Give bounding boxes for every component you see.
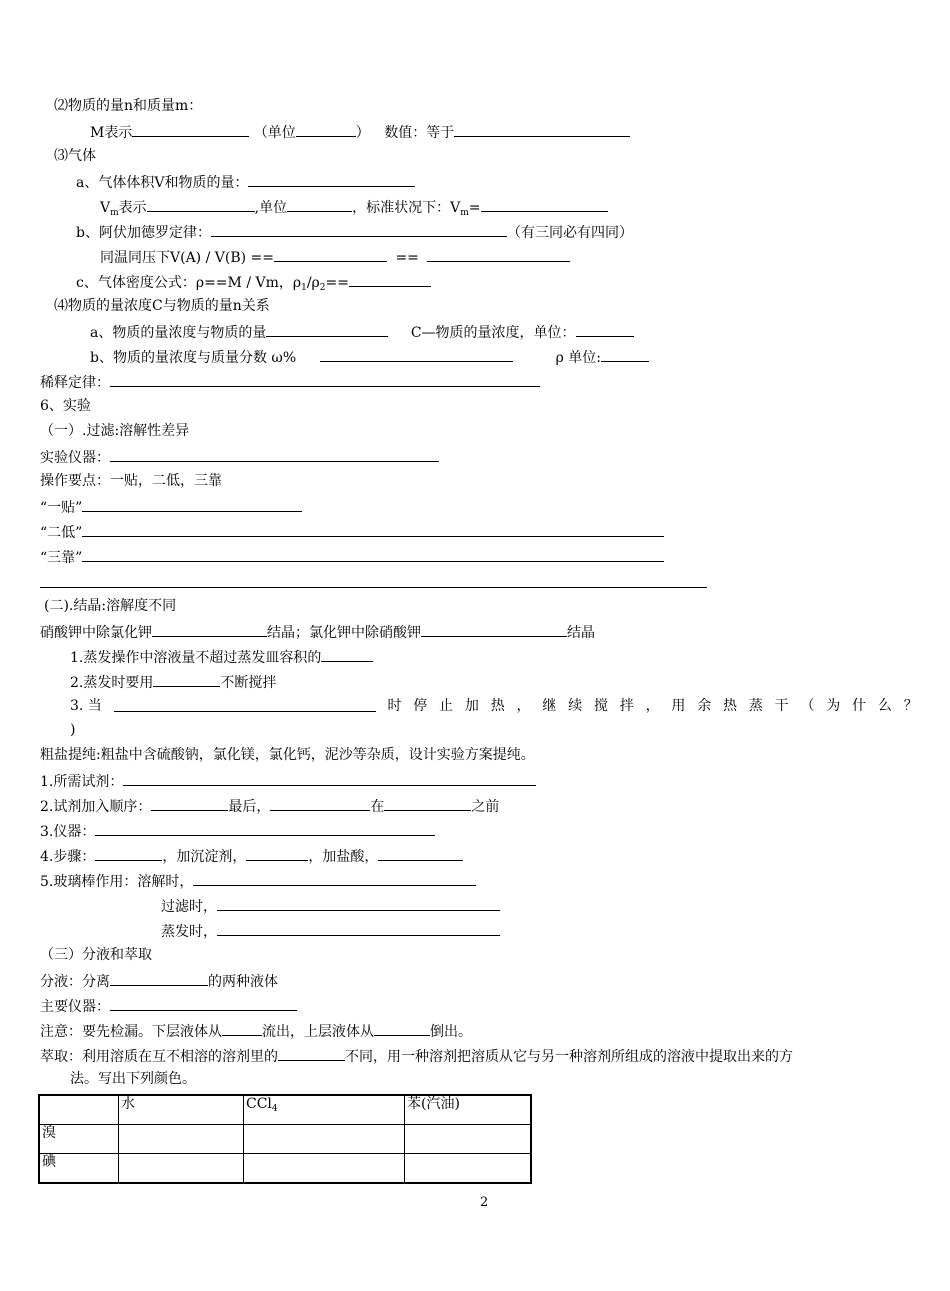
- evaporation-point-3-close: ): [70, 722, 76, 738]
- experiment-heading: 6、实验: [40, 398, 91, 414]
- blank[interactable]: [132, 121, 249, 137]
- blank[interactable]: [287, 196, 352, 212]
- table-row: [39, 1154, 531, 1184]
- separation-note: 注意：要先检漏。下层液体从 流出，上层液体从 倒出。: [40, 1020, 472, 1040]
- table-row: [39, 1125, 531, 1154]
- blank[interactable]: [147, 196, 255, 212]
- section-3-heading: ⑶气体: [54, 148, 96, 164]
- salt-q1: 1.所需试剂：: [40, 770, 536, 790]
- salt-q2: 2.试剂加入顺序： 最后， 在 之前: [40, 795, 499, 815]
- filtration-heading: （一）.过滤:溶解性差异: [40, 423, 190, 439]
- page-number: 2: [480, 1195, 489, 1210]
- blank[interactable]: [82, 496, 302, 512]
- evaporation-point-2: 2.蒸发时要用 不断搅拌: [70, 671, 276, 691]
- blank[interactable]: [110, 446, 439, 462]
- blank[interactable]: [248, 171, 415, 187]
- table-cell[interactable]: [405, 1154, 532, 1184]
- section-2-heading: ⑵物质的量n和质量m：: [54, 98, 203, 114]
- evaporation-point-1: 1.蒸发操作中溶液量不超过蒸发皿容积的: [70, 646, 373, 666]
- table-header-cell: 苯(汽油): [405, 1095, 532, 1125]
- fenye-line: 分液：分离 的两种液体: [40, 970, 278, 990]
- molar-volume-line: $V_m$表示 ,单位 ，标准状况下：$V_m=$: [100, 196, 608, 216]
- table-cell: [39, 1095, 119, 1125]
- blank[interactable]: [321, 646, 373, 662]
- points-line: 操作要点：一贴，二低，三靠: [40, 473, 222, 489]
- blank[interactable]: [427, 246, 570, 262]
- table-cell[interactable]: [119, 1125, 244, 1154]
- extraction-line-2: 法。写出下列颜色。: [70, 1071, 196, 1087]
- blank[interactable]: [349, 271, 431, 287]
- table-row-label: 碘: [39, 1154, 119, 1184]
- blank[interactable]: [374, 1020, 430, 1036]
- blank[interactable]: [151, 795, 228, 811]
- blank[interactable]: [274, 246, 387, 262]
- section-4-heading: ⑷物质的量浓度C与物质的量n关系: [54, 298, 270, 314]
- salt-q5: 5.玻璃棒作用：溶解时，: [40, 870, 476, 890]
- blank[interactable]: [193, 870, 476, 886]
- erdi-line: “二低”: [40, 521, 664, 541]
- yitie-line: “一贴”: [40, 496, 302, 516]
- blank-full-line[interactable]: [40, 587, 707, 588]
- blank[interactable]: [378, 845, 463, 861]
- dilution-line: 稀释定律：: [40, 371, 540, 391]
- blank[interactable]: [320, 346, 513, 362]
- table-row-label: 溴: [39, 1125, 119, 1154]
- color-table: [38, 1094, 532, 1184]
- avogadro-line: b、阿伏加德罗定律： （有三同必有四同）: [76, 221, 633, 241]
- blank[interactable]: [217, 895, 500, 911]
- blank[interactable]: [266, 321, 388, 337]
- salt-q4: 4.步骤： ，加沉淀剂， ，加盐酸，: [40, 845, 463, 865]
- gas-density-line: c、气体密度公式：ρ==M / Vm，$\rho_1/\rho_2==$: [76, 271, 431, 291]
- blank[interactable]: [110, 995, 297, 1011]
- concentration-line-b: b、物质的量浓度与质量分数 ω% ρ 单位:: [90, 346, 649, 366]
- sankao-line: “三靠”: [40, 546, 664, 566]
- table-cell[interactable]: [119, 1154, 244, 1184]
- table-header-row: [39, 1095, 531, 1125]
- blank[interactable]: [123, 770, 536, 786]
- salt-q3: 3.仪器：: [40, 820, 435, 840]
- separation-instrument-line: 主要仪器：: [40, 995, 297, 1015]
- gas-volume-line: a、气体体积V和物质的量：: [76, 171, 415, 191]
- table-cell[interactable]: [244, 1154, 405, 1184]
- blank[interactable]: [153, 671, 220, 687]
- blank[interactable]: [296, 121, 356, 137]
- blank[interactable]: [110, 371, 540, 387]
- blank[interactable]: [211, 221, 507, 237]
- blank[interactable]: [576, 321, 634, 337]
- table-cell[interactable]: [244, 1125, 405, 1154]
- table-cell[interactable]: [405, 1125, 532, 1154]
- blank[interactable]: [110, 970, 208, 986]
- molar-mass-line: M表示 （单位 ） 数值：等于: [90, 121, 630, 141]
- blank[interactable]: [246, 845, 308, 861]
- blank[interactable]: [481, 196, 608, 212]
- crystallization-line: 硝酸钾中除氯化钾 结晶；氯化钾中除硝酸钾 结晶: [40, 621, 595, 641]
- table-header-cell: 水: [119, 1095, 244, 1125]
- blank[interactable]: [82, 521, 664, 537]
- blank[interactable]: [454, 121, 630, 137]
- avogadro-ratio-line: 同温同压下V(A) / V(B) == ==: [100, 246, 570, 266]
- instruments-line: 实验仪器：: [40, 446, 439, 466]
- extraction-line: 萃取：利用溶质在互不相溶的溶剂里的 不同，用一种溶剂把溶质从它与另一种溶剂所组成的溶液中提取出来的方: [40, 1045, 793, 1065]
- blank[interactable]: [95, 820, 435, 836]
- blank[interactable]: [222, 1020, 262, 1036]
- blank[interactable]: [278, 1045, 345, 1061]
- concentration-line-a: a、物质的量浓度与物质的量 C—物质的量浓度，单位：: [90, 321, 634, 341]
- blank[interactable]: [270, 795, 370, 811]
- separation-heading: （三）分液和萃取: [40, 947, 152, 963]
- crystallization-heading: (二).结晶:溶解度不同: [44, 598, 177, 614]
- salt-q5-evap: 蒸发时，: [161, 920, 500, 940]
- table-header-cell: CCl$_4$: [244, 1095, 405, 1125]
- blank[interactable]: [384, 795, 471, 811]
- salt-intro: 粗盐提纯:粗盐中含硫酸钠，氯化镁，氯化钙，泥沙等杂质，设计实验方案提纯。: [40, 747, 535, 763]
- blank[interactable]: [152, 621, 267, 637]
- blank[interactable]: [114, 696, 376, 712]
- blank[interactable]: [601, 346, 649, 362]
- blank[interactable]: [217, 920, 500, 936]
- blank[interactable]: [421, 621, 567, 637]
- blank[interactable]: [95, 845, 162, 861]
- salt-q5-filter: 过滤时，: [161, 895, 500, 915]
- blank[interactable]: [82, 546, 664, 562]
- evaporation-point-3: 3. 当 时 停 止 加 热 ， 继 续 搅 拌 ， 用 余 热 蒸 干 （ 为 什 么 ？: [70, 698, 918, 714]
